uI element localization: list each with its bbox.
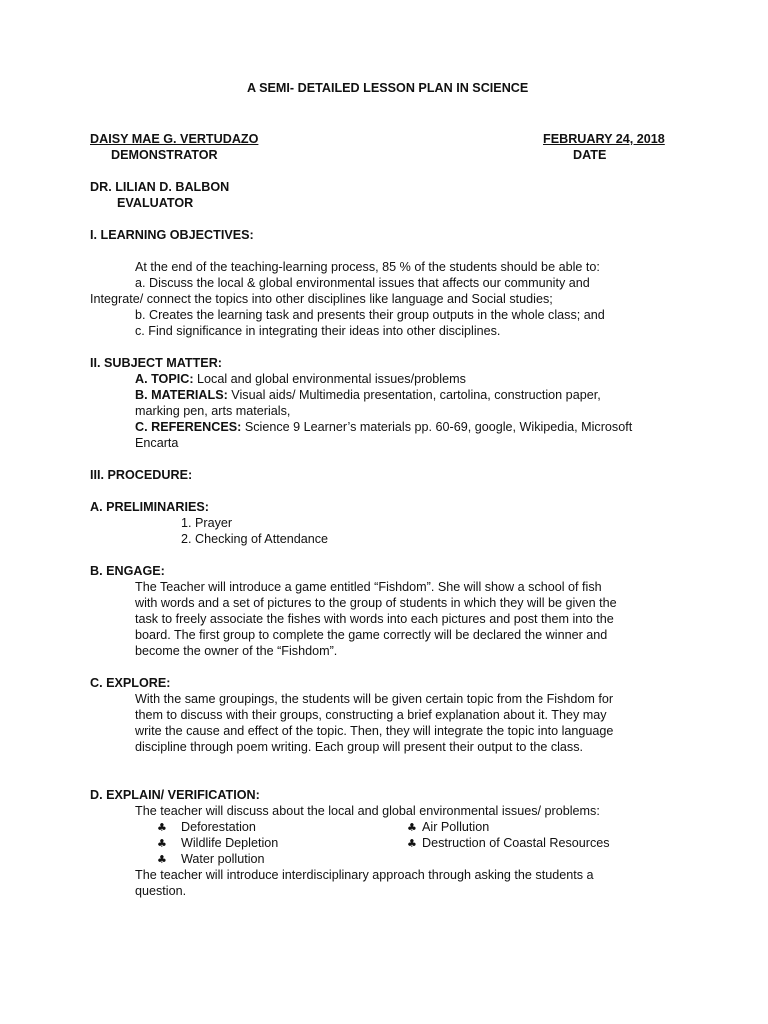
references-value: Science 9 Learner’s materials pp. 60-69, google, Wikipedia, Microsoft	[241, 420, 633, 434]
topic-line	[135, 371, 466, 387]
date-value: FEBRUARY 24, 2018	[543, 132, 665, 146]
materials-value-line2: marking pen, arts materials,	[135, 404, 291, 418]
explore-line: With the same groupings, the students will be given certain topic from the Fishdom for	[135, 692, 614, 706]
closing-line: The teacher will introduce interdisciplinary approach through asking the students a	[135, 868, 594, 882]
engage-line: with words and a set of pictures to the group of students in which they will be given the	[135, 596, 617, 610]
date-label: DATE	[573, 148, 607, 162]
explain-heading: D. EXPLAIN/ VERIFICATION:	[90, 788, 260, 802]
references-value-line2: Encarta	[135, 436, 179, 450]
club-bullet-icon: ♣	[157, 837, 167, 850]
club-bullet-icon: ♣	[407, 821, 417, 834]
engage-heading: B. ENGAGE:	[90, 564, 165, 578]
objectives-intro: At the end of the teaching-learning process, 85 % of the students should be able to:	[135, 260, 600, 274]
procedure-heading: III. PROCEDURE:	[90, 468, 193, 482]
preliminary-item: 2. Checking of Attendance	[181, 532, 329, 546]
topic-value: Local and global environmental issues/problems	[193, 372, 466, 386]
issue-item: Wildlife Depletion	[181, 836, 279, 850]
topic-label: A. TOPIC:	[135, 372, 194, 386]
preliminary-item: 1. Prayer	[181, 516, 233, 530]
engage-line: become the owner of the “Fishdom”.	[135, 644, 338, 658]
document-title: A SEMI- DETAILED LESSON PLAN IN SCIENCE	[247, 81, 529, 95]
explore-line: them to discuss with their groups, constructing a brief explanation about it. They may	[135, 708, 607, 722]
objectives-heading: I. LEARNING OBJECTIVES:	[90, 228, 254, 242]
issue-item: Air Pollution	[422, 820, 490, 834]
engage-line: board. The first group to complete the game correctly will be declared the winner and	[135, 628, 608, 642]
objective-c: c. Find significance in integrating their ideas into other disciplines.	[135, 324, 501, 338]
evaluator-name: DR. LILIAN D. BALBON	[90, 180, 230, 194]
club-bullet-icon: ♣	[157, 853, 167, 866]
club-bullet-icon: ♣	[407, 837, 417, 850]
explore-line: write the cause and effect of the topic. Then, they will integrate the topic into language	[135, 724, 614, 738]
demonstrator-label: DEMONSTRATOR	[111, 148, 218, 162]
explore-line: discipline through poem writing. Each group will present their output to the class.	[135, 740, 584, 754]
explain-intro: The teacher will discuss about the local and global environmental issues/ problems:	[135, 804, 600, 818]
issue-item: Water pollution	[181, 852, 265, 866]
demonstrator-name: DAISY MAE G. VERTUDAZO	[90, 132, 259, 146]
evaluator-label: EVALUATOR	[117, 196, 194, 210]
objective-a-line1: a. Discuss the local & global environmental issues that affects our community and	[135, 276, 590, 290]
materials-value: Visual aids/ Multimedia presentation, cartolina, construction paper,	[227, 388, 601, 402]
engage-line: The Teacher will introduce a game entitled “Fishdom”. She will show a school of fish	[135, 580, 602, 594]
references-line	[135, 419, 632, 435]
preliminaries-heading: A. PRELIMINARIES:	[90, 500, 209, 514]
issue-item: Destruction of Coastal Resources	[422, 836, 610, 850]
materials-label: B. MATERIALS:	[135, 388, 228, 402]
objective-b: b. Creates the learning task and presents their group outputs in the whole class; and	[135, 308, 605, 322]
explore-heading: C. EXPLORE:	[90, 676, 171, 690]
club-bullet-icon: ♣	[157, 821, 167, 834]
engage-line: task to freely associate the fishes with words into each pictures and post them into the	[135, 612, 614, 626]
issue-item: Deforestation	[181, 820, 256, 834]
objective-a-line2: Integrate/ connect the topics into other disciplines like language and Social studies;	[90, 292, 553, 306]
closing-line: question.	[135, 884, 187, 898]
references-label: C. REFERENCES:	[135, 420, 242, 434]
subject-matter-heading: II. SUBJECT MATTER:	[90, 356, 223, 370]
materials-line	[135, 387, 601, 403]
